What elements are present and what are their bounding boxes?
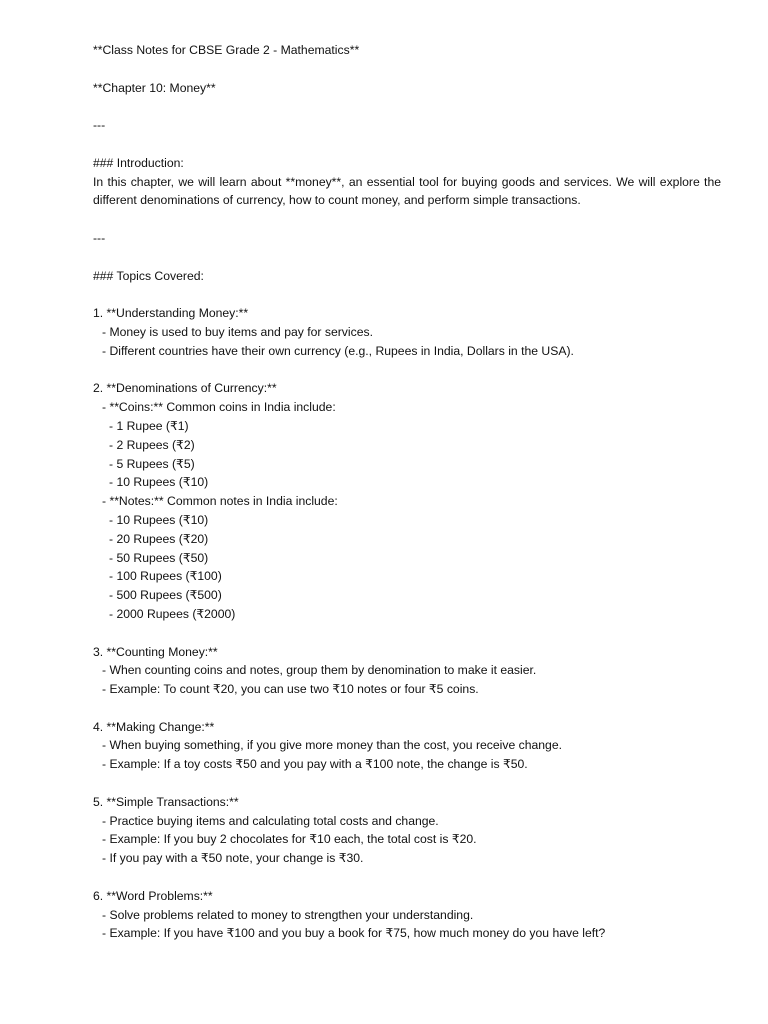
list-item: - 1 Rupee (₹1) (109, 418, 189, 433)
spacer (93, 868, 721, 887)
section-simple-transactions (93, 793, 721, 868)
list-item: - Solve problems related to money to strengthen your understanding. (102, 907, 474, 922)
section-title: 5. **Simple Transactions:** (93, 794, 239, 809)
list-item: - 5 Rupees (₹5) (109, 456, 195, 471)
spacer (93, 97, 721, 116)
section-understanding-money (93, 304, 721, 360)
introduction-text: In this chapter, we will learn about **money**, an essential tool for buying goods and services. We will explore the different denominations of currency, how to count money, and perform simple transactions. (93, 174, 721, 208)
section-title: 6. **Word Problems:** (93, 888, 213, 903)
list-item: - Example: If you have ₹100 and you buy a book for ₹75, how much money do you have left? (102, 926, 606, 941)
section-title: 4. **Making Change:** (93, 719, 215, 734)
notes-label: - **Notes:** Common notes in India include: (102, 494, 338, 509)
section-title: 3. **Counting Money:** (93, 644, 218, 659)
list-item: - Money is used to buy items and pay for services. (102, 324, 373, 339)
spacer (93, 135, 721, 154)
divider: --- (93, 118, 106, 133)
introduction-heading: ### Introduction: (93, 155, 184, 170)
spacer (93, 285, 721, 304)
spacer (93, 699, 721, 718)
list-item: - Example: If a toy costs ₹50 and you pay with a ₹100 note, the change is ₹50. (102, 757, 528, 772)
section-word-problems (93, 887, 721, 943)
list-item: - Example: If you buy 2 chocolates for ₹10 each, the total cost is ₹20. (102, 832, 477, 847)
spacer (93, 361, 721, 380)
list-item: - Different countries have their own currency (e.g., Rupees in India, Dollars in the USA). (102, 343, 574, 358)
coins-label: - **Coins:** Common coins in India include: (102, 400, 336, 415)
section-title: 1. **Understanding Money:** (93, 306, 249, 321)
list-item: - 2000 Rupees (₹2000) (109, 606, 236, 621)
list-item: - 10 Rupees (₹10) (109, 512, 209, 527)
list-item: - 10 Rupees (₹10) (109, 475, 209, 490)
list-item: - When buying something, if you give more money than the cost, you receive change. (102, 738, 562, 753)
spacer (93, 624, 721, 643)
section-counting-money (93, 643, 721, 699)
list-item: - When counting coins and notes, group them by denomination to make it easier. (102, 663, 537, 678)
section-denominations (93, 379, 721, 623)
spacer (93, 210, 721, 229)
list-item: - If you pay with a ₹50 note, your change is ₹30. (102, 851, 364, 866)
section-title: 2. **Denominations of Currency:** (93, 381, 277, 396)
list-item: - 100 Rupees (₹100) (109, 569, 222, 584)
spacer (93, 60, 721, 79)
chapter-title: **Chapter 10: Money** (93, 80, 216, 95)
topics-heading: ### Topics Covered: (93, 268, 204, 283)
spacer (93, 774, 721, 793)
document-page (93, 41, 721, 943)
list-item: - 50 Rupees (₹50) (109, 550, 209, 565)
divider: --- (93, 230, 106, 245)
document-title: **Class Notes for CBSE Grade 2 - Mathematics** (93, 43, 360, 57)
list-item: - Practice buying items and calculating total costs and change. (102, 813, 439, 828)
section-making-change (93, 718, 721, 774)
list-item: - 2 Rupees (₹2) (109, 437, 195, 452)
list-item: - 20 Rupees (₹20) (109, 531, 209, 546)
list-item: - 500 Rupees (₹500) (109, 588, 222, 603)
spacer (93, 248, 721, 267)
list-item: - Example: To count ₹20, you can use two ₹10 notes or four ₹5 coins. (102, 682, 479, 697)
